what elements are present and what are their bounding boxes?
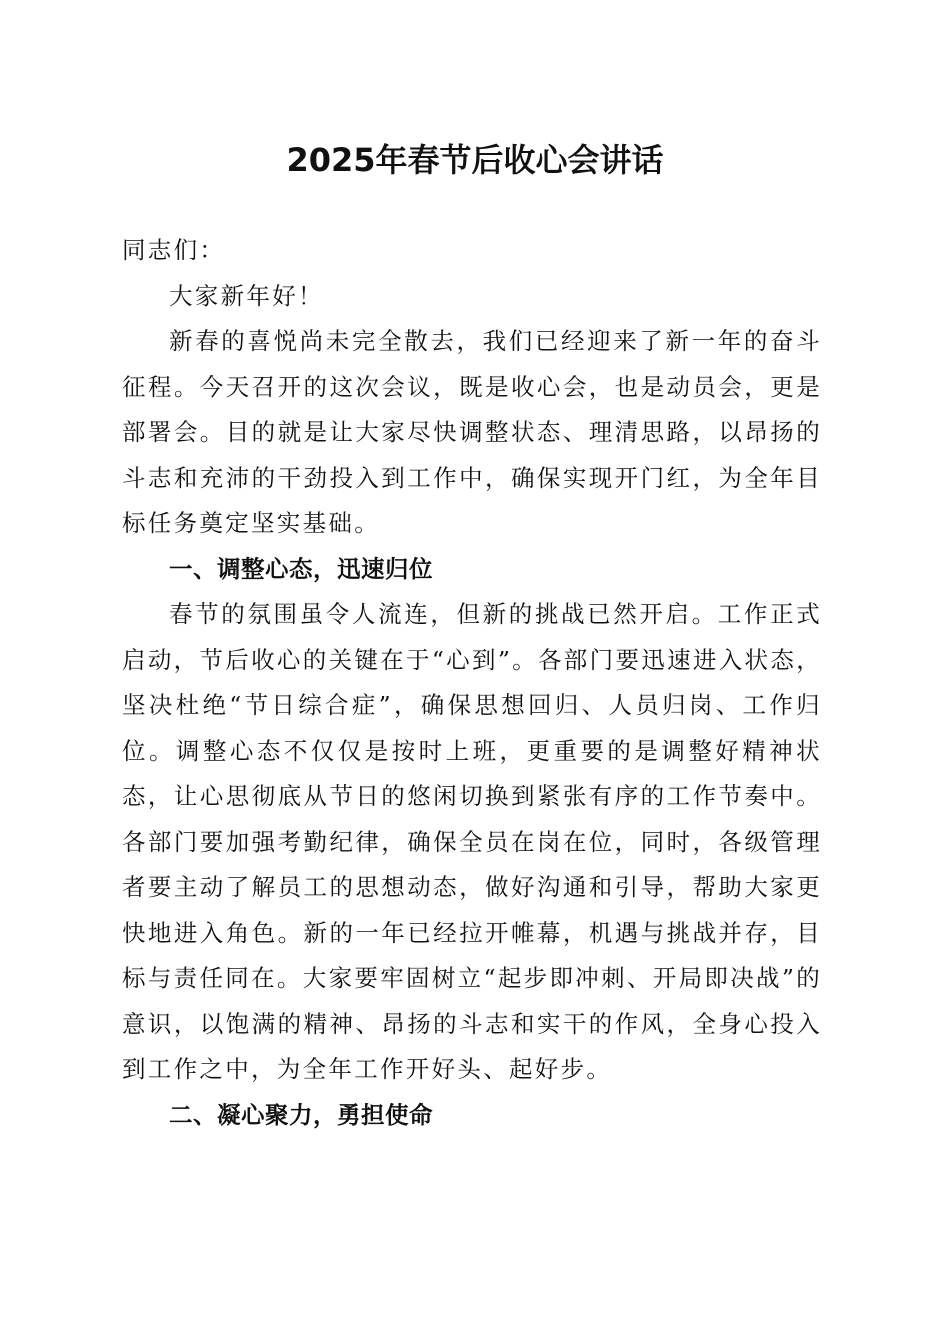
- section-heading-1: 一、调整心态，迅速归位: [169, 554, 433, 583]
- greeting: 大家新年好！: [169, 281, 324, 310]
- section-1-paragraph: 春节的氛围虽令人流连，但新的挑战已然开启。工作正式启动，节后收心的关键在于“心到”。各部门要迅速进入状态，坚决杜绝“节日综合症”，确保思想回归、人员归岗、工作归位。调整心态不仅仅是按时上班，更重要的是调整好精神状态，让心思彻底从节日的悠闲切换到紧张有序的工作节奏中。各部门要加强考勤纪律，确保全员在岗在位，同时，各级管理者要主动了解员工的思想动态，做好沟通和引导，帮助大家更快地进入角色。新的一年已经拉开帷幕，机遇与挑战并存，目标与责任同在。大家要牢固树立“起步即冲刺、开局即决战”的意识，以饱满的精神、昂扬的斗志和实干的作风，全身心投入到工作之中，为全年工作开好头、起好步。: [122, 600, 822, 1083]
- section-heading-2: 二、凝心聚力，勇担使命: [169, 1100, 433, 1129]
- intro-paragraph: 新春的喜悦尚未完全散去，我们已经迎来了新一年的奋斗征程。今天召开的这次会议，既是收心会，也是动员会，更是部署会。目的就是让大家尽快调整状态、理清思路，以昂扬的斗志和充沛的干劲投入到工作中，确保实现开门红，为全年目标任务奠定坚实基础。: [122, 327, 822, 537]
- salutation: 同志们：: [122, 236, 226, 264]
- document-body: [122, 228, 822, 1138]
- document-title: 2025年春节后收心会讲话: [286, 141, 664, 179]
